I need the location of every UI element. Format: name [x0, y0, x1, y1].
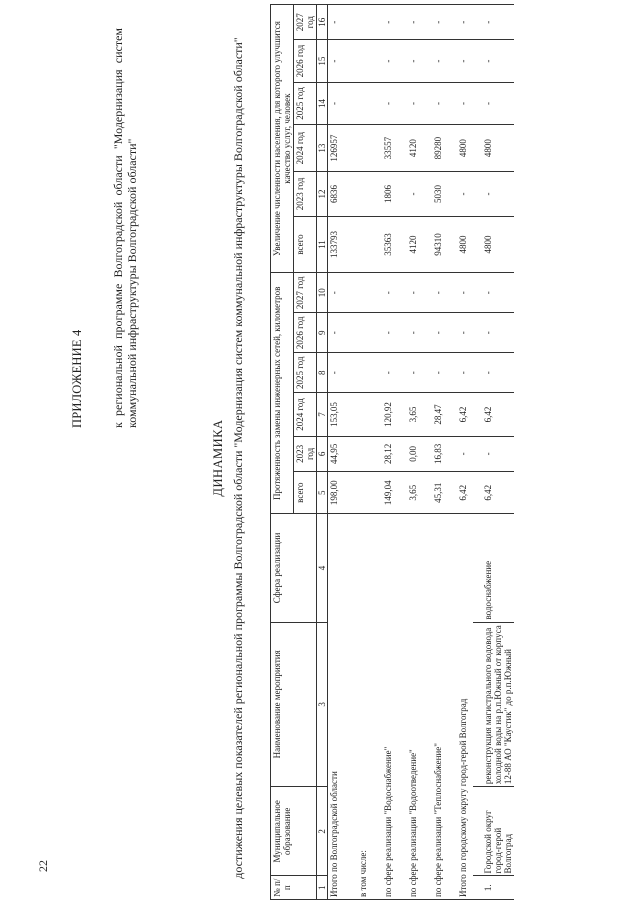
column-number: 5 [317, 472, 328, 514]
table-row-water-supply [373, 5, 398, 900]
table-cell: - [398, 82, 423, 124]
table-cell: - [398, 5, 423, 40]
table-cell: - [373, 82, 398, 124]
header-pop-2027: 2027 год [294, 5, 317, 40]
table-cell: 6,42 [448, 393, 473, 437]
table-cell: - [473, 436, 514, 471]
column-number: 7 [317, 393, 328, 437]
table-cell: 3,65 [398, 472, 423, 514]
table-cell: 4800 [448, 216, 473, 272]
table-cell: 44,95 [328, 436, 345, 471]
table-cell: - [328, 82, 345, 124]
header-population-group: Увеличение численности населения, для которого улучшится качество услуг, человек [271, 5, 294, 273]
document-title: ДИНАМИКА [211, 419, 225, 497]
row-label: по сфере реализации "Теплоснабжение" [423, 514, 448, 900]
table-cell: 1806 [373, 172, 398, 217]
column-number: 1 [317, 876, 328, 900]
table-cell: - [373, 313, 398, 353]
table-cell: - [398, 313, 423, 353]
column-number: 6 [317, 436, 328, 471]
table-cell: - [373, 353, 398, 393]
table-cell: - [373, 5, 398, 40]
table-cell: - [423, 82, 448, 124]
header-pop-2026: 2026 год [294, 40, 317, 82]
column-number: 15 [317, 40, 328, 82]
table-row-region-total [328, 5, 345, 900]
table-cell: - [448, 82, 473, 124]
header-num: № п/п [271, 876, 317, 900]
column-number: 12 [317, 172, 328, 217]
table-cell: - [423, 273, 448, 313]
table-cell: - [448, 353, 473, 393]
table-cell: 35363 [373, 216, 398, 272]
header-pop-2025: 2025 год [294, 82, 317, 124]
row-number: 1. [473, 876, 514, 900]
appendix-title: ПРИЛОЖЕНИЕ 4 [70, 329, 84, 428]
table-cell: - [328, 40, 345, 82]
header-activity: Наименование мероприятия [271, 622, 317, 787]
table-cell: 5030 [423, 172, 448, 217]
header-length-2027: 2027 год [294, 273, 317, 313]
table-cell: - [473, 273, 514, 313]
column-number: 13 [317, 125, 328, 172]
table-cell: 4800 [473, 216, 514, 272]
table-cell: 6,42 [473, 393, 514, 437]
row-label: в том числе: [344, 514, 373, 900]
header-municipality: Муниципальное образование [271, 787, 317, 876]
column-number: 16 [317, 5, 328, 40]
row-label: Итого по Волгоградской области [328, 514, 345, 900]
table-cell: - [448, 273, 473, 313]
table-row-volgograd-total [448, 5, 473, 900]
header-length-2023: 2023 год [294, 436, 317, 471]
table-cell: 16,83 [423, 436, 448, 471]
table-cell: - [423, 40, 448, 82]
header-pop-2024: 2024 год [294, 125, 317, 172]
column-number: 9 [317, 313, 328, 353]
row-label: по сфере реализации "Водоснабжение" [373, 514, 398, 900]
table-cell: - [473, 313, 514, 353]
table-cell: 28,12 [373, 436, 398, 471]
table-cell: 0,00 [398, 436, 423, 471]
table-cell: - [473, 5, 514, 40]
table-cell: - [448, 5, 473, 40]
table-cell: - [373, 40, 398, 82]
table-cell: - [328, 273, 345, 313]
table-row-including [344, 5, 373, 900]
row-activity: реконструкция магистрального водовода холодной воды на р.п.Южный от корпуса 12-88 АО "Каустик" до р.п.Южный [473, 622, 514, 787]
table-cell: 198,00 [328, 472, 345, 514]
header-length-2026: 2026 год [294, 313, 317, 353]
table-cell: - [398, 273, 423, 313]
table-cell: - [473, 353, 514, 393]
table-cell: 89280 [423, 125, 448, 172]
column-number: 2 [317, 787, 328, 876]
header-pop-total: всего [294, 216, 317, 272]
table-cell: - [473, 172, 514, 217]
column-number: 3 [317, 622, 328, 787]
table-cell: - [328, 313, 345, 353]
table-cell: - [448, 40, 473, 82]
column-number: 11 [317, 216, 328, 272]
appendix-text: к региональной программе Волгоградской области "Модернизация систем коммунальной инфраструктуры Волгоградской области" [111, 28, 139, 428]
table-cell: - [373, 273, 398, 313]
table-cell: 153,05 [328, 393, 345, 437]
table-cell: 126957 [328, 125, 345, 172]
table-cell: - [423, 353, 448, 393]
table-cell: - [473, 82, 514, 124]
column-number: 14 [317, 82, 328, 124]
header-pop-2023: 2023 год [294, 172, 317, 217]
table-cell: 6,42 [448, 472, 473, 514]
column-number: 8 [317, 353, 328, 393]
header-length-group: Протяженность замены инженерных сетей, километров [271, 273, 294, 514]
table-cell: - [423, 313, 448, 353]
table-cell: 120,92 [373, 393, 398, 437]
indicators-table [270, 4, 514, 900]
table-row-heat-supply [423, 5, 448, 900]
table-cell: - [328, 5, 345, 40]
column-number: 10 [317, 273, 328, 313]
header-sphere: Сфера реализации [271, 514, 317, 622]
header-length-total: всего [294, 472, 317, 514]
table-cell: - [448, 436, 473, 471]
row-sphere: водоснабжение [473, 514, 514, 622]
row-municipality: Городской округ город-герой Волгоград [473, 787, 514, 876]
table-cell: 45,31 [423, 472, 448, 514]
header-length-2025: 2025 год [294, 353, 317, 393]
header-length-2024: 2024 год [294, 393, 317, 437]
row-label: по сфере реализации "Водоотведение" [398, 514, 423, 900]
table-row-activity-1 [473, 5, 514, 900]
document-subtitle: достижения целевых показателей региональной программы Волгоградской области "Модернизация систем коммунальной инфраструктуры Волгоградской области" [231, 37, 245, 879]
table-cell: - [398, 353, 423, 393]
table-cell: 4800 [448, 125, 473, 172]
table-cell: 28,47 [423, 393, 448, 437]
page-number: 22 [36, 860, 50, 872]
column-number: 4 [317, 514, 328, 622]
table-cell: 4120 [398, 125, 423, 172]
table-cell: 6,42 [473, 472, 514, 514]
table-cell: - [328, 353, 345, 393]
table-cell: - [398, 40, 423, 82]
table-cell: 3,65 [398, 393, 423, 437]
table-cell: - [423, 5, 448, 40]
table-cell: 94310 [423, 216, 448, 272]
table-cell: - [448, 313, 473, 353]
table-cell: 6836 [328, 172, 345, 217]
table-cell: 4120 [398, 216, 423, 272]
table-cell: 133793 [328, 216, 345, 272]
row-label: Итого по городскому округу город-герой Волгоград [448, 514, 473, 900]
table-cell: 4800 [473, 125, 514, 172]
table-cell: 33557 [373, 125, 398, 172]
table-row-sewerage [398, 5, 423, 900]
table-cell: - [448, 172, 473, 217]
table-cell: - [398, 172, 423, 217]
table-cell: 149,04 [373, 472, 398, 514]
table-cell: - [473, 40, 514, 82]
